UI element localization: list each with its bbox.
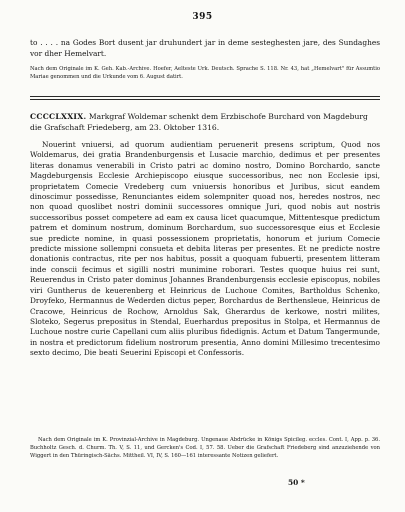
signature-mark: 50 * [288,478,305,487]
source-note-bottom-text: Nach dem Originale im K. Provinzial-Archive in Magdeburg. Ungenaue Abdrücke in Königs Spicileg. eccles. Cont. I, App. p. 36. Buchholtz Gesch. d. Churm. Th. V, S. 11, und Gercken's Cod. I, 57. 58. Ueber die Grafschaft Friedeberg sind anzuziehende von Wiggert in den Thüringisch-Sächs. Mittheil. VI, IV, S. 160—161 interessante Notizen geliefert. [30,437,380,459]
carried-over-paragraph: to . . . . na Godes Bort dusent jar druhundert jar in deme sesteghesten jare, des Sundaghes vor dher Hemelvart. [30,38,380,58]
document-summary: Markgraf Woldemar schenkt dem Erzbischofe Burchard von Magdeburg die Grafschaft Friedeberg, am 23. Oktober 1316. [30,112,368,132]
source-note-bottom [30,437,380,461]
source-note-top [30,66,380,82]
page-number: 395 [192,12,213,22]
charter-text [30,140,380,359]
source-note-top-text: Nach dem Originale im K. Geh. Kab.-Archive. Hoefer, Aelteste Urk. Deutsch. Sprache S. 118. Nr. 43, hat „Hemelvart" für Assumtio Mariae genommen und die Urkunde vom 6. August datirt. [30,66,380,80]
section-divider [30,96,380,97]
section-divider-second [30,99,380,100]
document-heading [30,112,380,133]
carried-over-text [30,37,380,59]
charter-paragraph: Nouerint vniuersi, ad quorum audientiam peruenerit presens scriptum, Quod nos Woldemarus, dei gratia Brandenburgensis et Lusacie marchio, dedimus et per presentes literas donamus venerabili in Cristo patri ac domino nostro, Domino Borchardo, sancte Magdeburgensis Ecclesie Archiepiscopo eiusque successoribus, nec non Ecclesie ipsi, proprietatem Comecie Vredeberg cum vniuersis honoribus et Juribus, sicut eandem dinoscimur possedisse, Renunciantes eidem solempniter quoad nos, heredes nostros, nec non quoad quoslibet nostri dominii successores omnique Juri, quod nobis aut nostris successoribus posset competere ad eam ex causa licet quacumque, Mittentesque predictum patrem et dominum nostrum, dominum Borchardum, suo successoresque eius et Ecclesie sue predicte nomine, in quasi possessionem proprietatis, honorum et jurium Comecie predicte missione sollempni consueta et debita literas per presentes. Et ne predicte nostre donationis contractus, rite per nos habitus, possit a quoquam fubuerti, presentem litteram inde conscii fecimus et sigilli nostri munimine roborari. Testes quoque huius rei sunt, Reuerendus in Cristo pater dominus Johannes Brandenburgensis ecclesie episcopus, nobiles viri Guntherus de keuerenberg et Heinricus de Luchoue Comites, Bartholdus Schenko, Droyfeko, Hermannus de Wederden dictus peper, Borchardus de Berthensleue, Heinricus de Cracowe, Heinricus de Rochow, Arnoldus Sak, Gherardus de kerkowe, nostri milites, Sloteko, Segerus prepositus in Stendal, Euerhardus prepositus in Stolpa, et Hermannus de Luchoue nostre curie Capellani cum aliis pluribus fidedignis. Actum et Datum Tangermunde, in nostra et predictorum fidelium nostrorum presentia, Anno domini Millesimo trecentesimo sexto decimo, Die beati Seuerini Episcopi et Confessoris. [30,140,380,358]
document-number: CCCCLXXIX. [30,112,87,121]
